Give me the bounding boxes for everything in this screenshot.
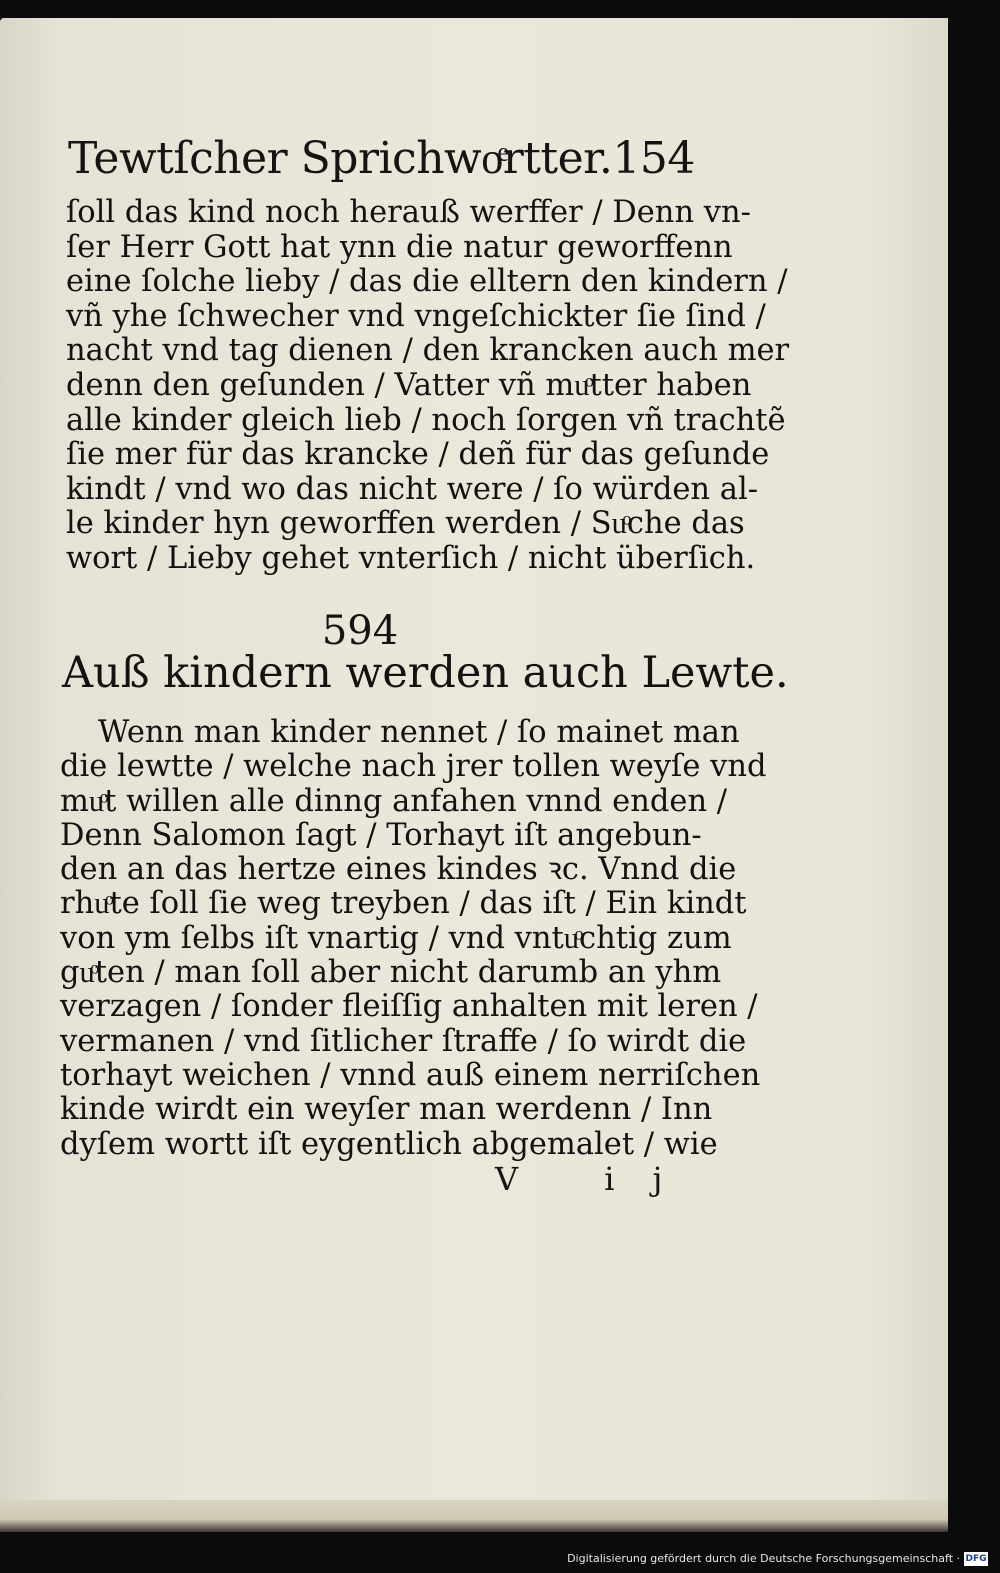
text-line: le kinder hyn geworffen werden / Suͦche das xyxy=(66,506,745,542)
text-line: muͦt willen alle dinng anfahen vnnd enden / xyxy=(60,783,728,819)
dfg-logo: DFG xyxy=(965,1554,987,1564)
text-line: vermanen / vnd ſitlicher ſtraffe / ſo wirdt die xyxy=(60,1023,747,1059)
page-edge xyxy=(0,1500,948,1532)
text-line: rhuͦte ſoll ſie weg treyben / das iſt / Ein kindt xyxy=(60,886,747,922)
text-line: nacht vnd tag dienen / den krancken auch mer xyxy=(66,333,790,369)
text-line: den an das hertze eines kindes ꝛc. Vnnd die xyxy=(60,852,737,888)
section-heading: Auß kindern werden auch Lewte. xyxy=(62,648,789,698)
header-title: Tewtſcher Sprichwoͤrtter. xyxy=(68,133,613,184)
section-number: 594 xyxy=(321,608,399,654)
footer-credit: Digitalisierung gefördert durch die Deutsche Forschungsgemeinschaft · xyxy=(567,1552,960,1565)
text-line: vñ yhe ſchwecher vnd vngeſchickter ſie ſind / xyxy=(66,298,766,334)
text-line: denn den geſunden / Vatter vñ muͦtter haben xyxy=(66,367,752,403)
text-block-2 xyxy=(60,715,767,1162)
text-line: dyſem wortt iſt eygentlich abgemalet / wie xyxy=(60,1126,718,1162)
text-line: eine ſolche lieby / das die elltern den kindern / xyxy=(66,264,788,300)
text-line: verzagen / ſonder fleiſſig anhalten mit leren / xyxy=(60,989,758,1025)
text-line: die lewtte / welche nach jrer tollen weyſe vnd xyxy=(60,749,767,785)
text-line: von ym ſelbs iſt vnartig / vnd vntuͦchtig zum xyxy=(60,920,732,956)
text-line: Denn Salomon ſagt / Torhayt iſt angebun- xyxy=(60,817,702,853)
text-line: ſie mer für das krancke / deñ für das geſunde xyxy=(66,437,770,473)
signature-mark: V ij xyxy=(495,1160,701,1198)
text-line: torhayt weichen / vnnd auß einem nerriſchen xyxy=(60,1057,761,1093)
text-line: alle kinder gleich lieb / noch ſorgen vñ trachtẽ xyxy=(66,402,786,438)
text-block-1 xyxy=(66,195,790,577)
running-header xyxy=(68,128,695,184)
page-number: 154 xyxy=(612,133,695,184)
text-line: wort / Lieby gehet vnterſich / nicht überſich. xyxy=(66,540,756,576)
text-line: guͦten / man ſoll aber nicht darumb an yhm xyxy=(60,955,722,991)
text-line: kindt / vnd wo das nicht were / ſo würden al- xyxy=(66,471,758,507)
text-line: Wenn man kinder nennet / ſo mainet man xyxy=(98,715,740,750)
text-line: ſoll das kind noch herauß werffer / Denn vn- xyxy=(66,195,751,230)
text-line: ſer Herr Gott hat ynn die natur geworffenn xyxy=(66,229,733,265)
text-line: kinde wirdt ein weyſer man werdenn / Inn xyxy=(60,1092,713,1128)
